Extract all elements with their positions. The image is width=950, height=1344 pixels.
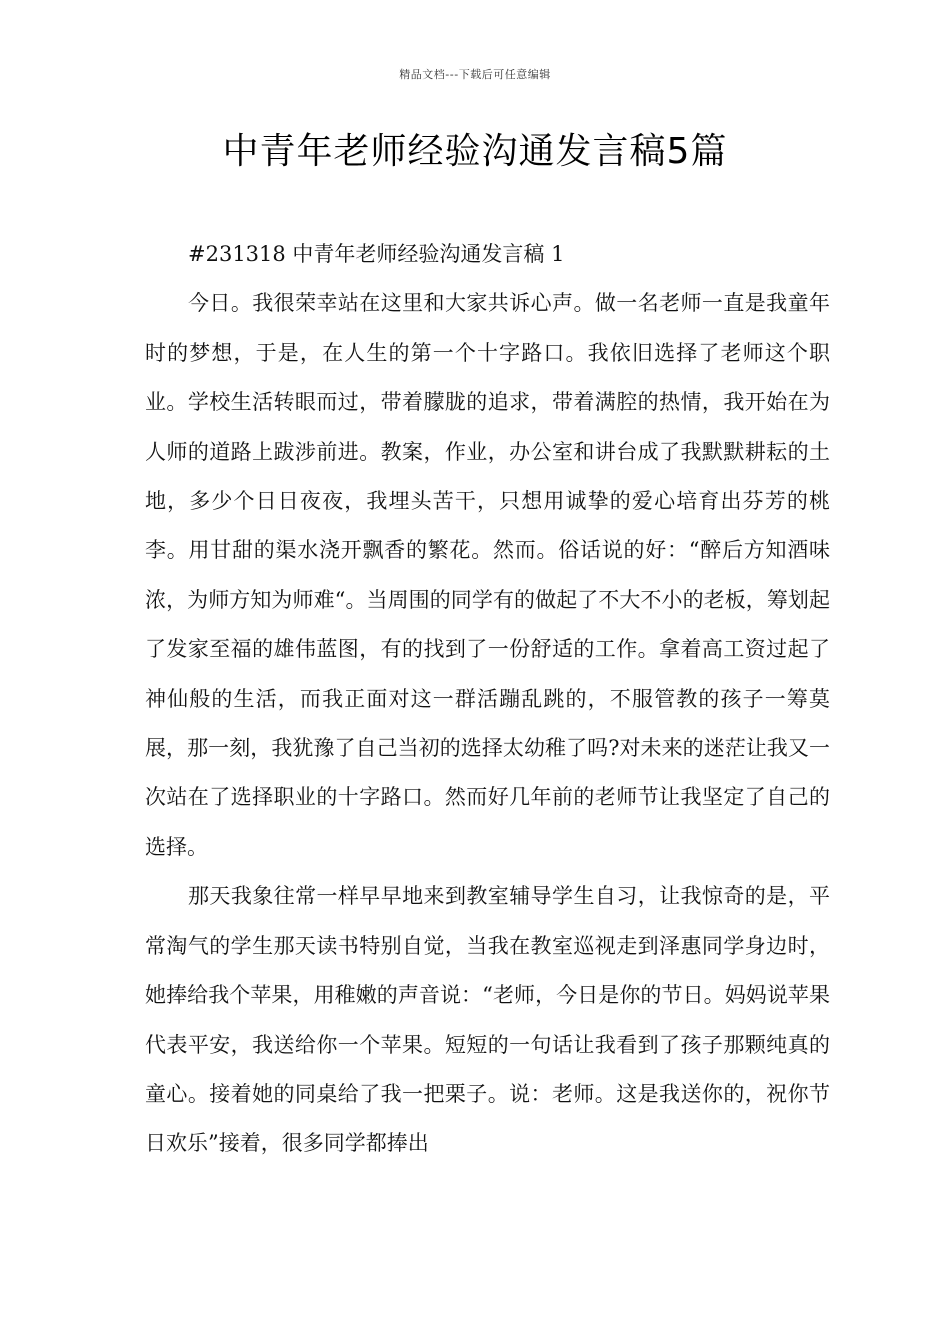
header-note: 精品文档---下载后可任意编辑	[399, 68, 551, 81]
document-body	[145, 230, 830, 1169]
paragraph-2: 那天我象往常一样早早地来到教室辅导学生自习，让我惊奇的是，平常淘气的学生那天读书特别自觉，当我在教室巡视走到泽惠同学身边时，她捧给我个苹果，用稚嫩的声音说：“老师，今日是你的节日。妈妈说苹果代表平安，我送给你一个苹果。短短的一句话让我看到了孩子那颗纯真的童心。接着她的同桌给了我一把栗子。说：老师。这是我送你的，祝你节日欢乐”接着，很多同学都捧出	[145, 884, 830, 1156]
paragraph-1: 今日。我很荣幸站在这里和大家共诉心声。做一名老师一直是我童年时的梦想，于是，在人生的第一个十字路口。我依旧选择了老师这个职业。学校生活转眼而过，带着朦胧的追求，带着满腔的热情，我开始在为人师的道路上跋涉前进。教案，作业，办公室和讲台成了我默默耕耘的土地，多少个日日夜夜，我埋头苦干，只想用诚挚的爱心培育出芬芳的桃李。用甘甜的渠水浇开飘香的繁花。然而。俗话说的好：“醉后方知酒味浓，为师方知为师难“。当周围的同学有的做起了不大不小的老板，筹划起了发家至福的雄伟蓝图，有的找到了一份舒适的工作。拿着高工资过起了神仙般的生活，而我正面对这一群活蹦乱跳的，不服管教的孩子一筹莫展，那一刻，我犹豫了自己当初的选择太幼稚了吗?对未来的迷茫让我又一次站在了选择职业的十字路口。然而好几年前的老师节让我坚定了自己的选择。	[145, 291, 830, 859]
section-heading: #231318 中青年老师经验沟通发言稿 1	[188, 242, 565, 266]
document-title: 中青年老师经验沟通发言稿5篇	[222, 131, 728, 172]
